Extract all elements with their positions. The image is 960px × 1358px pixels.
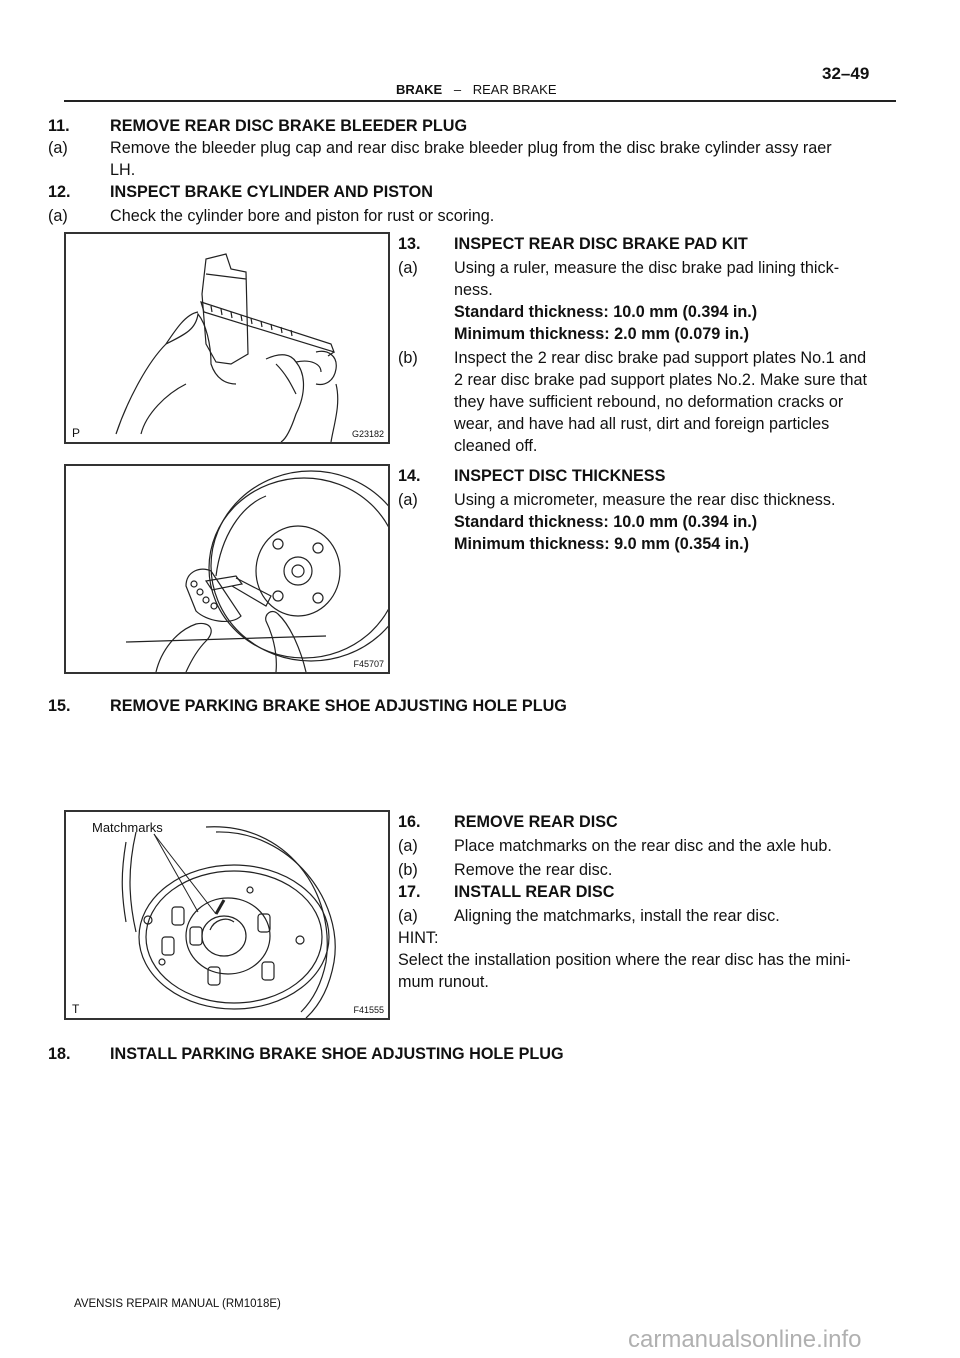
spec-minimum: Minimum thickness: 2.0 mm (0.079 in.) <box>454 325 750 343</box>
header-separator: – <box>453 82 462 97</box>
substep-text: Remove the bleeder plug cap and rear disc brake bleeder plug from the disc brake cylinder assy raer <box>110 139 832 157</box>
substep-label: (a) <box>48 139 68 157</box>
substep-label: (b) <box>398 861 418 879</box>
step-number: 14. <box>398 467 421 485</box>
step-number: 16. <box>398 813 421 831</box>
step-title: INSTALL REAR DISC <box>454 883 615 901</box>
substep-text: they have sufficient rebound, no deformation cracks or <box>454 393 844 411</box>
substep-text: 2 rear disc brake pad support plates No.2. Make sure that <box>454 371 868 389</box>
step-title: INSPECT DISC THICKNESS <box>454 467 666 485</box>
figure-mark: P <box>72 426 81 440</box>
figure-mark: T <box>72 1002 80 1016</box>
figure-disc-micrometer <box>64 464 390 674</box>
substep-label: (a) <box>48 207 68 225</box>
substep-text: Inspect the 2 rear disc brake pad support plates No.1 and <box>454 349 867 367</box>
substep-text: wear, and have had all rust, dirt and foreign particles <box>454 415 830 433</box>
subsection-title: REAR BRAKE <box>472 82 557 97</box>
substep-text: Place matchmarks on the rear disc and the axle hub. <box>454 837 832 855</box>
step-title: REMOVE PARKING BRAKE SHOE ADJUSTING HOLE PLUG <box>110 697 567 715</box>
step-title: INSPECT BRAKE CYLINDER AND PISTON <box>110 183 433 201</box>
section-title: BRAKE <box>396 82 443 97</box>
page-number: 32–49 <box>822 64 870 83</box>
substep-text: ness. <box>454 281 493 299</box>
figure-brake-pad-measure <box>64 232 390 444</box>
figure-code: F41555 <box>353 1005 384 1015</box>
manual-footer: AVENSIS REPAIR MANUAL (RM1018E) <box>74 1298 281 1310</box>
substep-label: (a) <box>398 491 418 509</box>
hint-text: mum runout. <box>398 973 489 991</box>
step-title: REMOVE REAR DISC <box>454 813 618 831</box>
substep-label: (a) <box>398 907 418 925</box>
figure-disc-matchmarks <box>64 810 390 1020</box>
substep-text: cleaned off. <box>454 437 538 455</box>
step-title: REMOVE REAR DISC BRAKE BLEEDER PLUG <box>110 117 468 135</box>
step-number: 12. <box>48 183 71 201</box>
step-title: INSPECT REAR DISC BRAKE PAD KIT <box>454 235 748 253</box>
pad-ruler-illustration <box>66 234 388 442</box>
substep-label: (a) <box>398 259 418 277</box>
step-number: 18. <box>48 1045 71 1063</box>
header-rule <box>64 100 896 102</box>
step-title: INSTALL PARKING BRAKE SHOE ADJUSTING HOLE PLUG <box>110 1045 564 1063</box>
step-number: 11. <box>48 117 70 135</box>
substep-label: (a) <box>398 837 418 855</box>
substep-text: LH. <box>110 161 136 179</box>
step-number: 15. <box>48 697 71 715</box>
hint-text: Select the installation position where the rear disc has the mini- <box>398 951 851 969</box>
substep-text: Using a micrometer, measure the rear disc thickness. <box>454 491 836 509</box>
spec-standard: Standard thickness: 10.0 mm (0.394 in.) <box>454 303 758 321</box>
substep-text: Remove the rear disc. <box>454 861 613 879</box>
substep-text: Using a ruler, measure the disc brake pad lining thick- <box>454 259 840 277</box>
spec-minimum: Minimum thickness: 9.0 mm (0.354 in.) <box>454 535 750 553</box>
step-number: 17. <box>398 883 421 901</box>
figure-code: G23182 <box>351 429 384 439</box>
substep-label: (b) <box>398 349 418 367</box>
figure-code: F45707 <box>353 659 384 669</box>
substep-text: Check the cylinder bore and piston for rust or scoring. <box>110 207 495 225</box>
disc-micrometer-illustration <box>66 466 388 672</box>
hint-label: HINT: <box>398 929 439 947</box>
substep-text: Aligning the matchmarks, install the rear disc. <box>454 907 780 925</box>
header-section <box>396 82 557 97</box>
disc-matchmarks-illustration <box>66 812 388 1018</box>
step-number: 13. <box>398 235 421 253</box>
spec-standard: Standard thickness: 10.0 mm (0.394 in.) <box>454 513 758 531</box>
watermark: carmanualsonline.info <box>628 1326 862 1353</box>
matchmarks-label: Matchmarks <box>92 820 163 835</box>
